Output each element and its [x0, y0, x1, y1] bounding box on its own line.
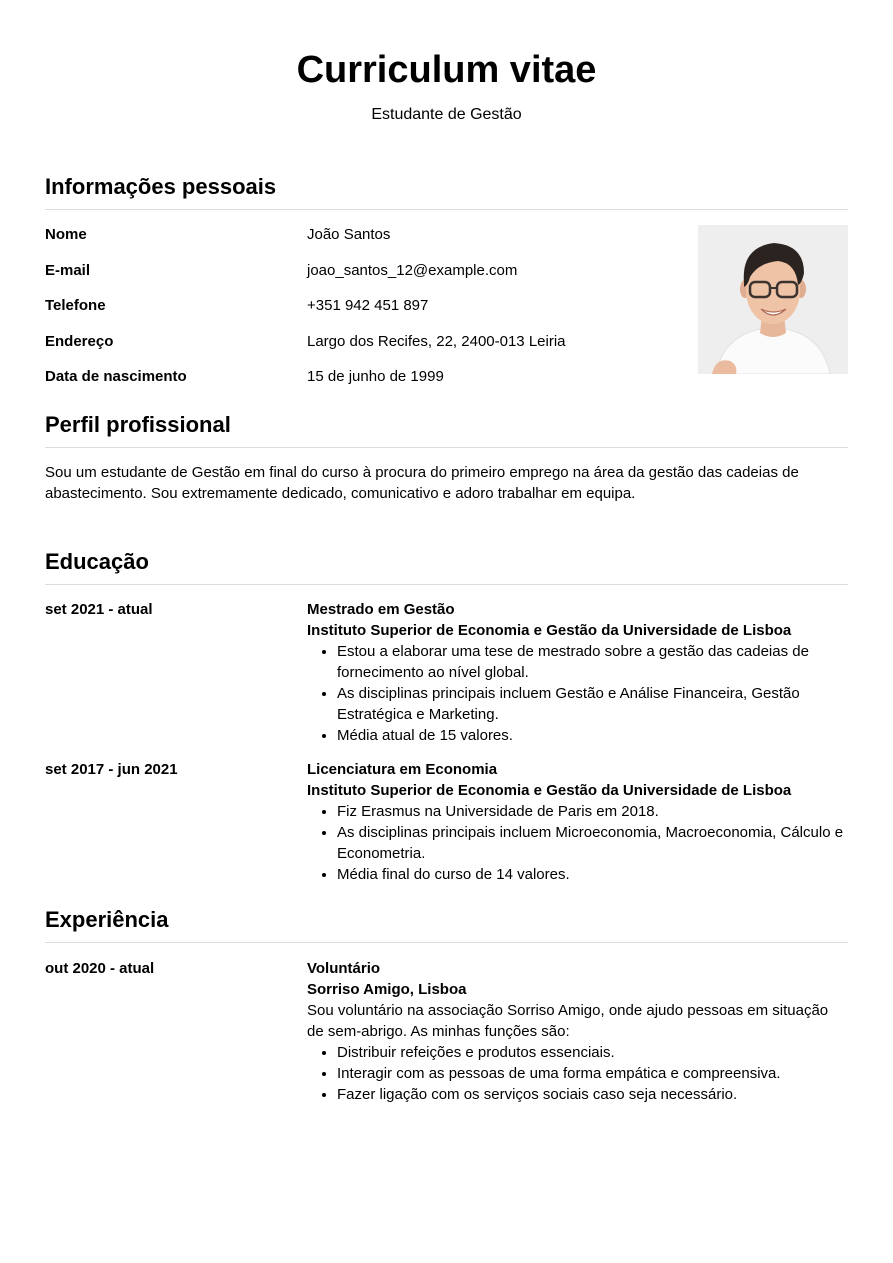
field-value: João Santos: [307, 226, 391, 243]
list-item: • Média atual de 15 valores.: [337, 725, 848, 746]
person-portrait-icon: [698, 225, 848, 374]
section-heading-education: Educação: [45, 548, 848, 585]
entry-organization: Instituto Superior de Economia e Gestão da Universidade de Lisboa: [307, 622, 792, 639]
entry-organization: Instituto Superior de Economia e Gestão da Universidade de Lisboa: [307, 782, 792, 799]
list-item: • Interagir com as pessoas de uma forma empática e compreensiva.: [337, 1063, 848, 1084]
list-item: • As disciplinas principais incluem Gestão e Análise Financeira, Gestão Estratégica e Marketing.: [337, 683, 848, 725]
cv-title: Curriculum vitae: [296, 49, 597, 91]
field-value: 15 de junho de 1999: [307, 368, 444, 385]
field-label: Data de nascimento: [45, 368, 187, 385]
section-heading-profile: Perfil profissional: [45, 411, 848, 448]
entry-body: [307, 599, 848, 746]
entry-bullet-list: [307, 1042, 848, 1105]
entry-title: Licenciatura em Economia: [307, 761, 498, 778]
entry-date: out 2020 - atual: [45, 960, 155, 977]
entry-date: set 2021 - atual: [45, 601, 153, 618]
list-item: • As disciplinas principais incluem Microeconomia, Macroeconomia, Cálculo e Econometria.: [337, 822, 848, 864]
profile-photo: [698, 225, 848, 374]
list-item: • Distribuir refeições e produtos essenciais.: [337, 1042, 848, 1063]
entry-date: set 2017 - jun 2021: [45, 761, 178, 778]
list-item: • Média final do curso de 14 valores.: [337, 864, 848, 885]
cv-subtitle: Estudante de Gestão: [371, 106, 522, 123]
entry-body: [307, 759, 848, 885]
entry-bullet-list: [307, 641, 848, 746]
field-label: Endereço: [45, 333, 114, 350]
field-label: Telefone: [45, 297, 106, 314]
section-heading-personal: Informações pessoais: [45, 173, 848, 210]
field-value: +351 942 451 897: [307, 297, 429, 314]
profile-text: Sou um estudante de Gestão em final do curso à procura do primeiro emprego na área da gestão das cadeias de abastecimento. Sou extremamente dedicado, comunicativo e adoro trabalhar em equipa.: [45, 464, 799, 502]
entry-title: Mestrado em Gestão: [307, 601, 455, 618]
list-item: • Fiz Erasmus na Universidade de Paris em 2018.: [337, 801, 848, 822]
entry-organization: Sorriso Amigo, Lisboa: [307, 981, 467, 998]
entry-bullet-list: [307, 801, 848, 885]
field-label: Nome: [45, 226, 87, 243]
field-label: E-mail: [45, 262, 91, 279]
list-item: • Estou a elaborar uma tese de mestrado sobre a gestão das cadeias de fornecimento ao nível global.: [337, 641, 848, 683]
entry-title: Voluntário: [307, 960, 381, 977]
field-value: joao_santos_12@example.com: [307, 262, 518, 279]
entry-body: [307, 958, 848, 1105]
section-heading-experience: Experiência: [45, 906, 848, 943]
entry-description: Sou voluntário na associação Sorriso Amigo, onde ajudo pessoas em situação de sem-abrigo. As minhas funções são:: [307, 1002, 829, 1040]
field-value: Largo dos Recifes, 22, 2400-013 Leiria: [307, 333, 566, 350]
list-item: • Fazer ligação com os serviços sociais caso seja necessário.: [337, 1084, 848, 1105]
